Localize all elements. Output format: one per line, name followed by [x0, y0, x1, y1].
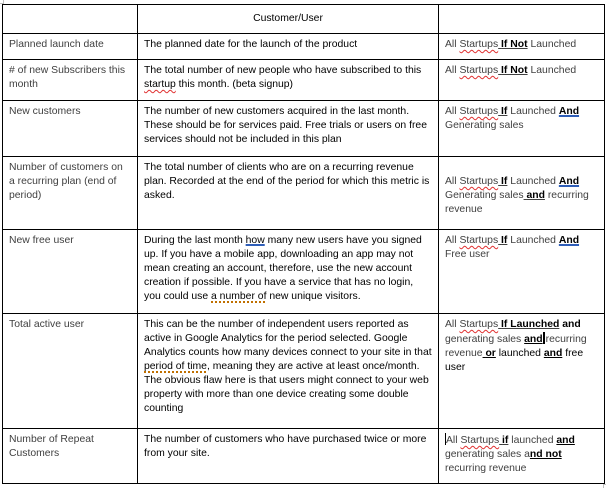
condition-text: All Startups If Launched and generating sales and recurring revenue or launched and free user: [445, 319, 587, 373]
metric-cell[interactable]: [3, 101, 138, 157]
metric-description: This can be the number of independent users reported as active in Google Analytics for the period selected. Google Analytics counts how many devices connect to your site in that period of time, meaning they are active at least once/month. The obvious flaw here is that users might connect to your web property with more than one device creating some double counting: [144, 319, 432, 414]
metric-name: Planned launch date: [9, 39, 104, 50]
condition-cell[interactable]: [439, 230, 605, 314]
metric-description: The number of new customers acquired in the last month. These should be for services paid. Free trials or users on free services should not be included in this plan: [144, 106, 427, 145]
description-cell[interactable]: [138, 230, 439, 314]
condition-cell[interactable]: [439, 60, 605, 101]
metric-cell[interactable]: [3, 157, 138, 230]
header-cell[interactable]: [439, 5, 605, 34]
header-title: Customer/User: [253, 13, 323, 24]
table-row: [3, 101, 605, 157]
condition-text: All Startups If Not Launched: [445, 39, 577, 50]
spelling-flag: startup: [144, 79, 176, 90]
metric-cell[interactable]: [3, 429, 138, 484]
condition-text: All Startups if launched and generating sales and not recurring revenue: [445, 435, 575, 474]
metric-name: Total active user: [9, 319, 85, 330]
metric-description: The planned date for the launch of the product: [144, 39, 358, 50]
grammar-flag: how: [245, 235, 265, 246]
table-row: [3, 60, 605, 101]
metric-description: The number of customers who have purchased twice or more from your site.: [144, 434, 427, 459]
metric-name: New customers: [9, 106, 81, 117]
metric-cell[interactable]: [3, 60, 138, 101]
spelling-flag: Startups: [459, 176, 499, 187]
table-header-row: [3, 5, 605, 34]
grammar-flag: And: [558, 176, 580, 187]
spelling-flag: Startups: [459, 39, 499, 50]
metric-cell[interactable]: [3, 34, 138, 60]
description-cell[interactable]: [138, 34, 439, 60]
condition-cell[interactable]: [439, 429, 605, 484]
condition-cell[interactable]: [439, 314, 605, 429]
metrics-table: [2, 4, 605, 484]
metric-name: # of new Subscribers this month: [9, 65, 126, 90]
metric-name: Number of Repeat Customers: [9, 434, 94, 459]
metric-description: During the last month how many new users have you signed up. If you have a mobile app, downloading an app may not mean creating an account, therefore, use the new account creation if possible. If you have a service that has no login, you could use a number of new unique visitors.: [144, 235, 422, 302]
header-cell[interactable]: [3, 5, 138, 34]
condition-cell[interactable]: [439, 157, 605, 230]
grammar-flag: And: [558, 106, 580, 117]
description-cell[interactable]: [138, 60, 439, 101]
table-row: [3, 314, 605, 429]
condition-text: All Startups If Launched And Generating sales and recurring revenue: [445, 176, 589, 215]
table-row: [3, 429, 605, 484]
spelling-flag: Startups: [460, 435, 500, 446]
table-row: [3, 157, 605, 230]
spelling-flag: Startups: [459, 65, 499, 76]
style-flag: a number of: [211, 291, 267, 302]
style-flag: period of time: [144, 361, 207, 372]
condition-text: All Startups If Not Launched: [445, 65, 577, 76]
metric-description: The total number of new people who have subscribed to this startup this month. (beta signup): [144, 65, 422, 90]
header-cell[interactable]: [138, 5, 439, 34]
spelling-flag: Startups: [459, 106, 499, 117]
grammar-flag: And: [558, 235, 580, 246]
condition-text: All Startups If Launched And Free user: [445, 235, 580, 260]
metric-description: The total number of clients who are on a recurring revenue plan. Recorded at the end of the period for which this metric is asked.: [144, 162, 430, 201]
condition-cell[interactable]: [439, 34, 605, 60]
table-row: [3, 230, 605, 314]
condition-text: All Startups If Launched And Generating sales: [445, 106, 580, 131]
metric-cell[interactable]: [3, 314, 138, 429]
description-cell[interactable]: [138, 314, 439, 429]
metric-name: Number of customers on a recurring plan (end of period): [9, 162, 123, 201]
spelling-flag: Startups: [459, 319, 499, 330]
table-row: [3, 34, 605, 60]
spelling-flag: Startups: [459, 235, 499, 246]
description-cell[interactable]: [138, 429, 439, 484]
text-cursor: [543, 332, 545, 344]
metric-cell[interactable]: [3, 230, 138, 314]
condition-cell[interactable]: [439, 101, 605, 157]
description-cell[interactable]: [138, 101, 439, 157]
description-cell[interactable]: [138, 157, 439, 230]
metric-name: New free user: [9, 235, 74, 246]
